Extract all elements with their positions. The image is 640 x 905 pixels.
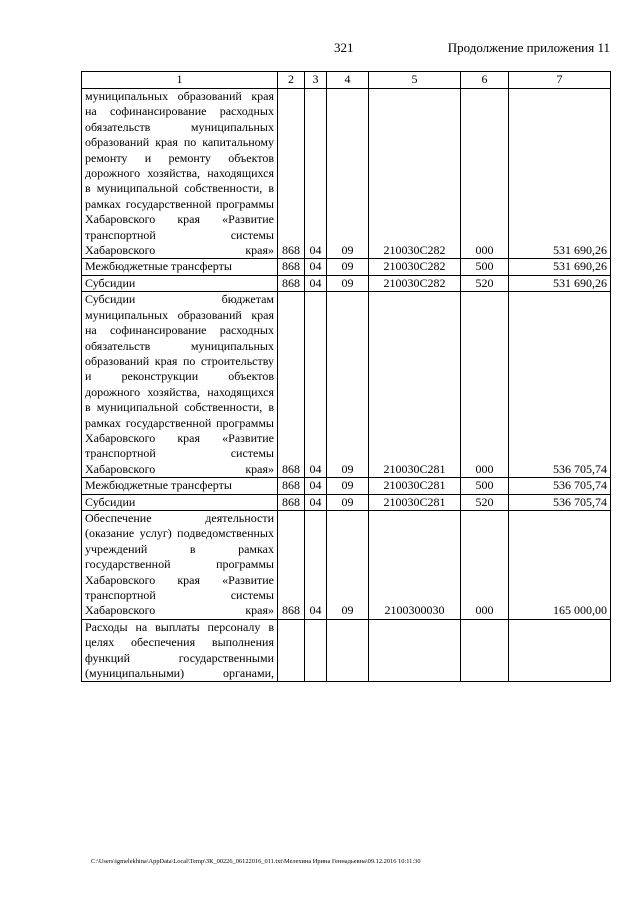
- target-article-cell: 210030С282: [369, 89, 461, 259]
- subsection-code-cell: 09: [327, 275, 369, 291]
- target-article-cell: 210030С281: [369, 494, 461, 510]
- amount-cell: 531 690,26: [509, 275, 611, 291]
- amount-cell: [509, 619, 611, 682]
- budget-table: [81, 71, 611, 682]
- ministry-code-cell: 868: [278, 292, 305, 478]
- column-header: 5: [369, 72, 461, 89]
- row-name-cell: Межбюджетные трансферты: [82, 478, 278, 494]
- ministry-code-cell: 868: [278, 510, 305, 619]
- table-row: [82, 259, 611, 275]
- row-name-cell: Межбюджетные трансферты: [82, 259, 278, 275]
- table-row: [82, 292, 611, 478]
- table-row: [82, 275, 611, 291]
- expense-type-cell: 500: [461, 478, 509, 494]
- section-code-cell: 04: [305, 494, 327, 510]
- ministry-code-cell: 868: [278, 275, 305, 291]
- column-header: 7: [509, 72, 611, 89]
- expense-type-cell: 500: [461, 259, 509, 275]
- expense-type-cell: 000: [461, 510, 509, 619]
- footer-file-path: C:\Users\igmelekhina\AppData\Local\Temp\ЗК_00226_06122016_011.txt\Мелехина Ирина Геннадьевна\09.12.2016 10:11:30: [91, 858, 421, 865]
- table-row: [82, 478, 611, 494]
- target-article-cell: 210030С281: [369, 292, 461, 478]
- expense-type-cell: 520: [461, 494, 509, 510]
- section-code-cell: 04: [305, 275, 327, 291]
- subsection-code-cell: 09: [327, 292, 369, 478]
- column-header: 1: [82, 72, 278, 89]
- row-name-cell: муниципальных образований края на софинансирование расходных обязательств муниципальных образований края по капитальному ремонту и ремонту объектов дорожного хозяйства, находящихся в муниципальной собственности, в рамках государственной программы Хабаровского края «Развитие транспортной системы Хабаровского края»: [82, 89, 278, 259]
- table-header-row: [82, 72, 611, 89]
- subsection-code-cell: 09: [327, 510, 369, 619]
- subsection-code-cell: 09: [327, 494, 369, 510]
- row-name-cell: Обеспечение деятельности (оказание услуг) подведомственных учреждений в рамках государственной программы Хабаровского края «Развитие транспортной системы Хабаровского края»: [82, 510, 278, 619]
- section-code-cell: 04: [305, 292, 327, 478]
- amount-cell: 536 705,74: [509, 478, 611, 494]
- subsection-code-cell: 09: [327, 89, 369, 259]
- row-name-cell: Субсидии: [82, 275, 278, 291]
- column-header: 6: [461, 72, 509, 89]
- amount-cell: 531 690,26: [509, 259, 611, 275]
- section-code-cell: 04: [305, 259, 327, 275]
- amount-cell: 536 705,74: [509, 292, 611, 478]
- subsection-code-cell: 09: [327, 259, 369, 275]
- ministry-code-cell: 868: [278, 494, 305, 510]
- amount-cell: 536 705,74: [509, 494, 611, 510]
- table-row: [82, 89, 611, 259]
- ministry-code-cell: [278, 619, 305, 682]
- target-article-cell: 210030С281: [369, 478, 461, 494]
- subsection-code-cell: 09: [327, 478, 369, 494]
- page-number: 321: [334, 40, 354, 55]
- ministry-code-cell: 868: [278, 259, 305, 275]
- column-header: 2: [278, 72, 305, 89]
- table-row: [82, 619, 611, 682]
- expense-type-cell: [461, 619, 509, 682]
- section-code-cell: 04: [305, 89, 327, 259]
- target-article-cell: [369, 619, 461, 682]
- target-article-cell: 210030С282: [369, 275, 461, 291]
- column-header: 4: [327, 72, 369, 89]
- row-name-cell: Субсидии: [82, 494, 278, 510]
- target-article-cell: 2100300030: [369, 510, 461, 619]
- section-code-cell: 04: [305, 510, 327, 619]
- column-header: 3: [305, 72, 327, 89]
- appendix-label: Продолжение приложения 11: [447, 40, 610, 55]
- ministry-code-cell: 868: [278, 478, 305, 494]
- section-code-cell: [305, 619, 327, 682]
- ministry-code-cell: 868: [278, 89, 305, 259]
- table-row: [82, 494, 611, 510]
- table-row: [82, 510, 611, 619]
- amount-cell: 165 000,00: [509, 510, 611, 619]
- amount-cell: 531 690,26: [509, 89, 611, 259]
- row-name-cell: Субсидии бюджетам муниципальных образований края на софинансирование расходных обязательств муниципальных образований края по строительству и реконструкции объектов дорожного хозяйства, находящихся в муниципальной собственности, в рамках государственной программы Хабаровского края «Развитие транспортной системы Хабаровского края»: [82, 292, 278, 478]
- target-article-cell: 210030С282: [369, 259, 461, 275]
- row-name-cell: Расходы на выплаты персоналу в целях обеспечения выполнения функций государственными (муниципальными) органами,: [82, 619, 278, 682]
- expense-type-cell: 000: [461, 292, 509, 478]
- expense-type-cell: 520: [461, 275, 509, 291]
- subsection-code-cell: [327, 619, 369, 682]
- section-code-cell: 04: [305, 478, 327, 494]
- expense-type-cell: 000: [461, 89, 509, 259]
